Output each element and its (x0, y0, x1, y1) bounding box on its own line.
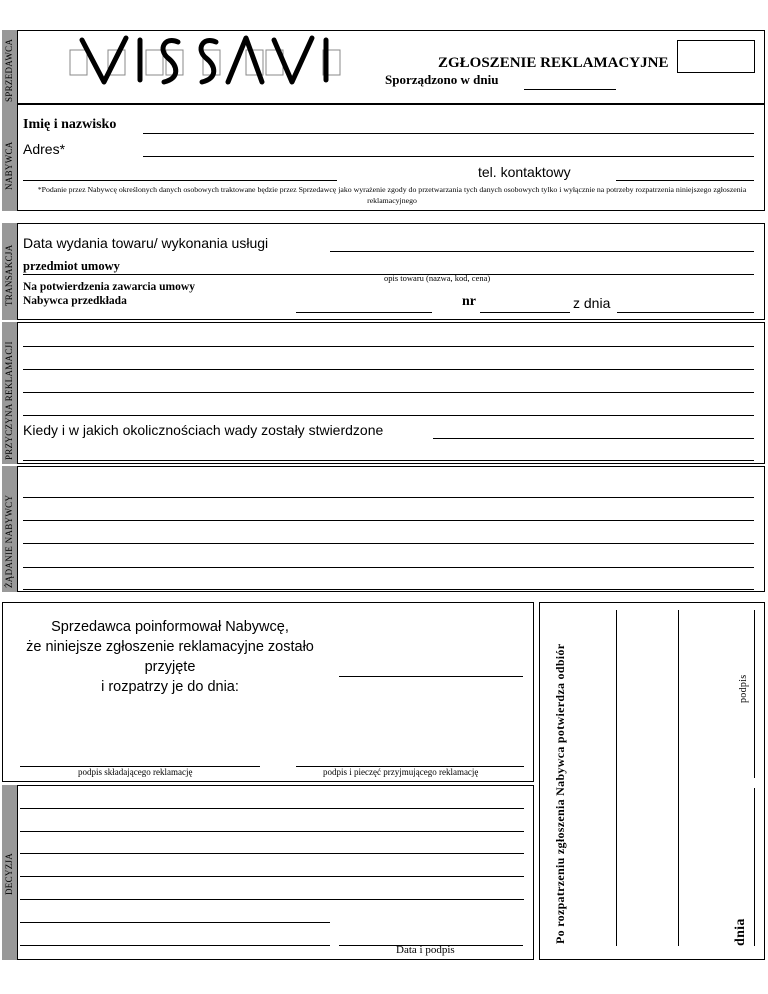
demand-line[interactable] (23, 543, 754, 544)
decision-date-sign-label: Data i podpis (396, 944, 455, 956)
decision-line[interactable] (20, 876, 524, 877)
pickup-confirm-label: Po rozpatrzeniu zgłoszenia Nabywca potwierdza odbiór (553, 643, 567, 944)
personal-data-footnote: *Podanie przez Nabywcę określonych danych osobowych traktowane będzie przez Sprzedawcę jako wyrażenie zgody do przetwarzania tych danych osobowych tylko i wyłącznie na potrzeby rozpatrzenia niniejszego zgłoszenia reklamacyjnego (37, 185, 747, 205)
decision-line[interactable] (20, 853, 524, 854)
demand-line[interactable] (23, 497, 754, 498)
pickup-date-field-left[interactable] (678, 610, 679, 946)
date-from-label: z dnia (573, 295, 611, 311)
issue-date-label: Data wydania towaru/ wykonania usługi (23, 235, 269, 251)
decision-section (2, 785, 534, 960)
form-number-box[interactable] (677, 40, 755, 73)
date-from-field[interactable] (617, 312, 754, 313)
demand-section (2, 466, 765, 592)
pickup-date-line[interactable] (754, 788, 755, 946)
acceptance-line-3: i rozpatrzy je do dnia: (101, 679, 239, 695)
acceptance-text (2, 617, 338, 697)
pickup-date-label: dnia (733, 918, 748, 946)
receiver-signature-label: podpis i pieczęć przyjmującego reklamację (323, 767, 479, 777)
decision-line[interactable] (20, 899, 524, 900)
when-field-2[interactable] (23, 460, 754, 461)
demand-line[interactable] (23, 567, 754, 568)
name-field[interactable] (143, 133, 754, 134)
demand-side-label: ŻĄDANIE NABYWCY (4, 494, 14, 588)
transaction-side-label: TRANSAKCJA (4, 244, 14, 306)
demand-line[interactable] (23, 589, 754, 590)
acceptance-line-2: że niniejsze zgłoszenie reklamacyjne zostało przyjęte (26, 639, 314, 675)
pickup-section (539, 602, 765, 960)
reason-line[interactable] (23, 392, 754, 393)
decision-line[interactable] (20, 922, 330, 923)
when-field[interactable] (433, 438, 754, 439)
form-title: ZGŁOSZENIE REKLAMACYJNE (438, 55, 669, 71)
proof-label-line2: Nabywca przedkłada (23, 295, 127, 307)
name-label: Imię i nazwisko (23, 117, 117, 132)
reason-side-label: PRZYCZYNA REKLAMACJI (4, 341, 14, 460)
buyer-side-label: NABYWCA (4, 141, 14, 190)
acceptance-line-1: Sprzedawca poinformował Nabywcę, (51, 619, 289, 635)
address-field-2[interactable] (23, 180, 337, 181)
address-label: Adres* (23, 141, 66, 157)
phone-label: tel. kontaktowy (478, 164, 571, 180)
reason-line[interactable] (23, 346, 754, 347)
proof-document-field[interactable] (296, 312, 432, 313)
reason-section (2, 322, 765, 464)
address-field[interactable] (143, 156, 754, 157)
proof-label-line1: Na potwierdzenia zawarcia umowy (23, 281, 195, 293)
reason-line[interactable] (23, 369, 754, 370)
subject-label: przedmiot umowy (23, 259, 120, 273)
resolve-by-date-field[interactable] (339, 676, 523, 677)
when-label: Kiedy i w jakich okolicznościach wady zostały stwierdzone (23, 422, 384, 438)
pickup-signature-field[interactable] (616, 610, 617, 946)
pickup-sign-label: podpis (738, 674, 749, 703)
decision-line[interactable] (20, 945, 330, 946)
created-date-label: Sporządzono w dniu (385, 72, 499, 87)
subject-hint: opis towaru (nazwa, kod, cena) (384, 273, 491, 283)
nr-label: nr (462, 294, 476, 309)
demand-line[interactable] (23, 520, 754, 521)
decision-line[interactable] (20, 831, 524, 832)
complainant-signature-label: podpis składającego reklamację (78, 767, 193, 777)
decision-line[interactable] (20, 808, 524, 809)
reason-line[interactable] (23, 415, 754, 416)
nr-field[interactable] (480, 312, 570, 313)
decision-side-label: DECYZJA (4, 852, 14, 895)
issue-date-field[interactable] (330, 251, 754, 252)
vissavi-logo (68, 30, 343, 90)
created-date-field[interactable] (524, 89, 616, 90)
pickup-sign-line[interactable] (754, 610, 755, 778)
phone-field[interactable] (616, 180, 754, 181)
seller-side-label: SPRZEDAWCA (4, 38, 14, 102)
